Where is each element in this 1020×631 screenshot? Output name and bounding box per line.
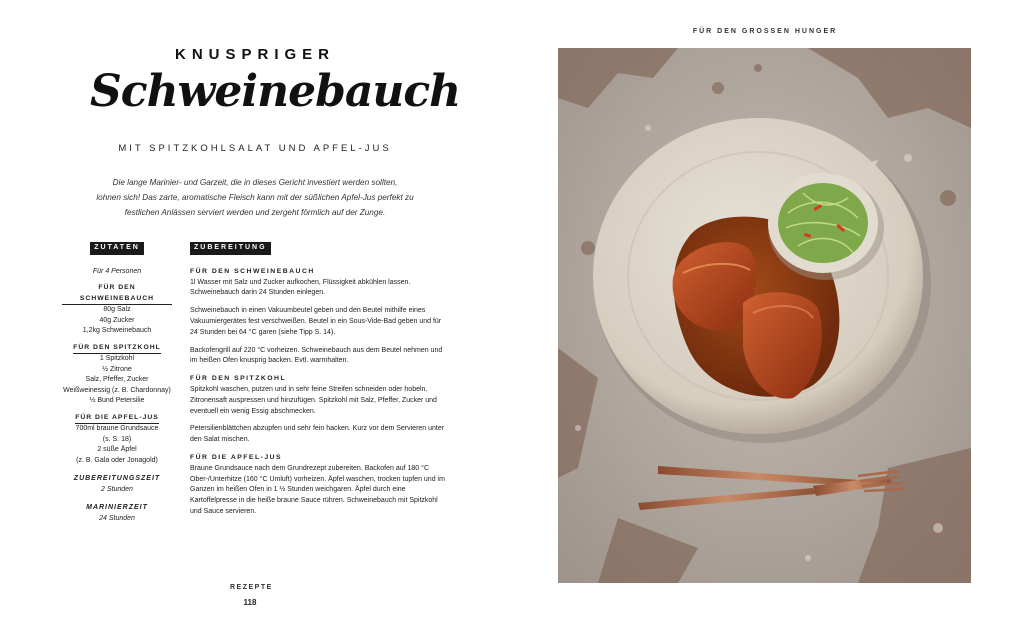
ingredient-group-title: FÜR DEN SPITZKOHL [73, 343, 161, 355]
intro-line: festlichen Anlässen serviert werden und zergeht förmlich auf der Zunge. [124, 208, 386, 217]
ingredient-item: 1 Spitzkohl [99, 355, 135, 362]
ingredient-group-title: FÜR DEN SCHWEINEBAUCH [62, 283, 172, 305]
section-header: FÜR DEN GROSSEN HUNGER [692, 28, 838, 35]
prep-paragraph: Braune Grundsauce nach dem Grundrezept zubereiten. Backofen auf 180 °C Ober-/Unterhitze (160 °C Umluft) vorheizen. Äpfel waschen, trocken tupfen und im Ganzen im heißen Ofen in 1 ½ Stunden weichgaren. Äpfel durch eine Kartoffelpresse in die heiße braune Sauce rühren. Schweinebauch mit Spitzkohl und Sauce servieren. [190, 464, 445, 515]
page-number: 118 [243, 598, 257, 607]
ingredient-item: Weißweinessig (z. B. Chardonnay) [63, 386, 171, 394]
ingredient-item: 80g Salz [103, 306, 131, 313]
prep-paragraph: Schweinebauch in einen Vakuumbeutel geben und den Beutel mithilfe eines Vakuumiergerätes fest verschweißen. Beutel in ein Sous-Vide-Bad geben und für 24 Stunden bei 64 °C garen (siehe Tipp S. 14). [190, 307, 442, 336]
title-top: KNUSPRIGER [174, 46, 335, 63]
food-photo [558, 48, 971, 583]
prep-time: 2 Stunden [101, 485, 133, 493]
marinate-time-label: MARINIERZEIT [86, 504, 148, 511]
prep-paragraph: Spitzkohl waschen, putzen und in sehr feine Streifen schneiden oder hobeln. Zitronensaft auspressen und hinzufügen. Spitzkohl mit Salz, Pfeffer, Zucker und eventuell ein wenig Essig abschmecken. [190, 385, 437, 415]
ingredient-item: 1,2kg Schweinebauch [82, 327, 152, 334]
servings: Für 4 Personen [92, 267, 142, 275]
ingredient-item: (z. B. Gala oder Jonagold) [76, 456, 158, 464]
ingredient-item: 40g Zucker [99, 316, 135, 324]
prep-section-title: FÜR DEN SCHWEINEBAUCH [190, 267, 315, 275]
preparation-label: ZUBEREITUNG [190, 242, 271, 255]
intro-line: Die lange Marinier- und Garzeit, die in dieses Gericht investiert werden sollten, [112, 178, 398, 187]
food-photo-illustration [558, 48, 971, 583]
prep-section-title: FÜR DIE APFEL-JUS [190, 453, 283, 461]
prep-time-label: ZUBEREITUNGSZEIT [73, 475, 161, 482]
ingredients-label: ZUTATEN [90, 242, 144, 255]
preparation-column [190, 242, 446, 525]
prep-paragraph: Petersilienblättchen abzupfen und sehr fein hacken. Kurz vor dem Servieren unter den Salat mischen. [190, 425, 445, 444]
ingredient-item: ½ Zitrone [102, 365, 132, 373]
ingredient-group-title: FÜR DIE APFEL-JUS [75, 413, 159, 425]
prep-paragraph: 1l Wasser mit Salz und Zucker aufkochen, Flüssigkeit abkühlen lassen. Schweinebauch darin 24 Stunden einlegen. [190, 278, 411, 297]
ingredient-item: 700ml braune Grundsauce [75, 425, 159, 432]
prep-paragraph: Backofengrill auf 220 °C vorheizen. Schweinebauch aus dem Beutel nehmen und im heißen Ofen knusprig backen. Evtl. warmhalten. [190, 346, 443, 365]
ingredients-column [62, 242, 172, 524]
marinate-time: 24 Stunden [99, 514, 135, 522]
prep-section-title: FÜR DEN SPITZKOHL [190, 375, 287, 383]
ingredient-item: 2 süße Äpfel [97, 446, 137, 453]
intro-line: lohnen sich! Das zarte, aromatische Fleisch kann mit der süßlichen Apfel-Jus perfekt zu [96, 193, 414, 202]
recipe-subtitle: MIT SPITZKOHLSALAT UND APFEL-JUS [118, 143, 392, 154]
intro-text [80, 175, 430, 220]
footer-label: REZEPTE [230, 584, 273, 591]
ingredient-item: (s. S. 18) [102, 435, 132, 443]
recipe-title: Schweinebauch [90, 66, 461, 117]
ingredient-item: Salz, Pfeffer, Zucker [85, 376, 149, 383]
ingredient-item: ½ Bund Petersilie [89, 397, 145, 404]
